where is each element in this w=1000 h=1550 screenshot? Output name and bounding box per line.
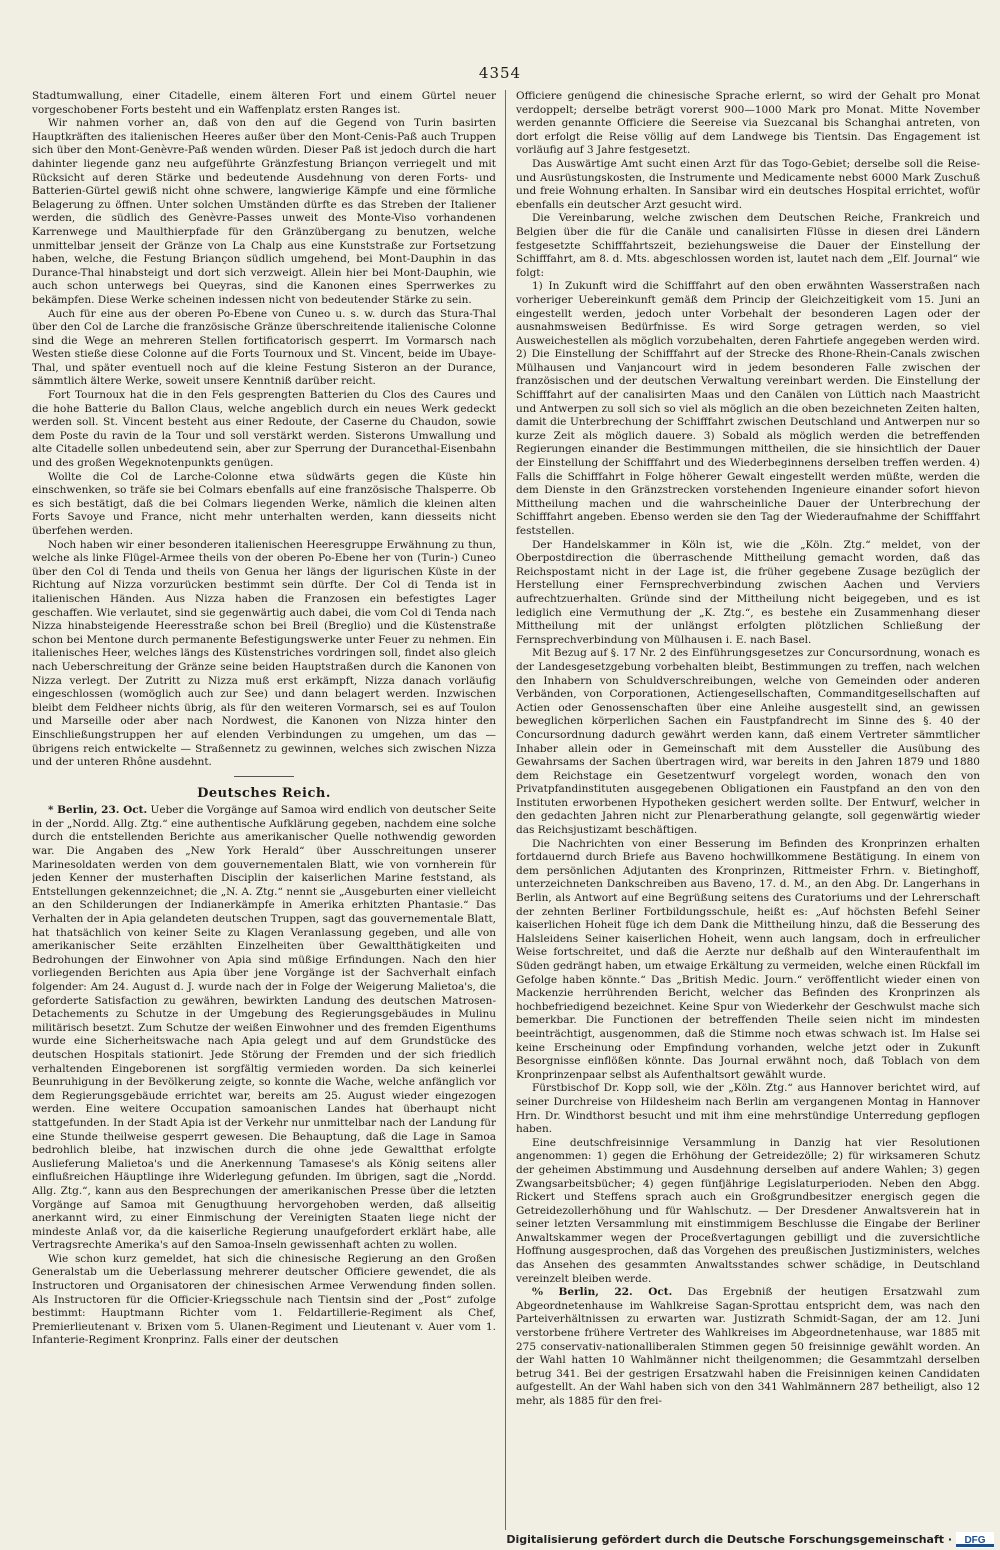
- column-divider: [505, 90, 506, 1530]
- dateline: ⁰⁄₀ Berlin, 22. Oct.: [532, 1286, 673, 1299]
- article-paragraph: Noch haben wir einer besonderen italienischen Heeresgruppe Erwähnung zu thun, welche als linke Flügel-Armee theils von der oberen Po-Ebene her von (Turin-) Cuneo über den Col di Tenda und theils von Genua her längs der ligurischen Küste in der Richtung auf Nizza vorzurücken bestimmt sein dürfte. Der Col di Tenda ist in italienischen Händen. Aus Nizza haben die Franzosen ein befestigtes Lager geschaffen. Wie verlautet, sind sie gegenwärtig auch dabei, die vom Col di Tenda nach Nizza hinabsteigende Heeresstraße schon bei Breil (Breglio) und die Küstenstraße schon bei Mentone durch permanente Befestigungswerke unter Feuer zu nehmen. Ein italienisches Heer, welches längs des Küstenstriches vordringen soll, findet also gleich nach Ueberschreitung der Gränze seine beiden Hauptstraßen durch die Kanonen von Nizza verlegt. Der Zutritt zu Nizza muß erst erkämpft, Nizza danach vorläufig eingeschlossen (womöglich auch zur See) und dann belagert werden. Inzwischen bleibt dem Feldheer nichts übrig, als für den weiteren Vormarsch, sei es auf Toulon und Marseille oder aber nach Nordwest, die Kanonen von Nizza hinter den Einschließungstruppen her auf elenden Verbindungen zu umgehen, um das — übrigens reich entwickelte — Straßennetz zu gewinnen, welches sich zwischen Nizza und der unteren Rhône ausdehnt.: [32, 538, 496, 769]
- dateline: * Berlin, 23. Oct.: [48, 804, 148, 817]
- article-paragraph: Das Auswärtige Amt sucht einen Arzt für das Togo-Gebiet; derselbe soll die Reise- und Ausrüstungskosten, die Instrumente und Medicamente nebst 6000 Mark Zuschuß und freie Wohnung erhalten. In Sansibar wird ein deutsches Hospital errichtet, wofür ebenfalls ein deutscher Arzt gesucht wird.: [516, 157, 980, 211]
- article-paragraph: Die Nachrichten von einer Besserung im Befinden des Kronprinzen erhalten fortdauernd durch Briefe aus Baveno hochwillkommene Bestätigung. In einem von dem persönlichen Adjutanten des Kronprinzen, Rittmeister Frhrn. v. Bietinghoff, unterzeichneten Dankschreiben aus Baveno, 17. d. M., an den Abg. Dr. Langerhans in Berlin, als Antwort auf eine Begrüßung seitens des Curatoriums und der Lehrerschaft der zehnten Berliner Fortbildungsschule, heißt es: „Auf höchsten Befehl Seiner kaiserlichen Hoheit füge ich dem Dank die Mittheilung hinzu, daß die Besserung des Halsleidens Seiner kaiserlichen Hoheit, wenn auch langsam, doch in erfreulicher Weise fortschreitet, und daß die Aerzte nur deßhalb auf den Winteraufenthalt im Süden gedrängt haben, um etwaige Erkältung zu vermeiden, welche einen Rückfall im Gefolge haben könnte.“ Das „British Medic. Journ.“ veröffentlicht wieder einen von Mackenzie herrührenden Bericht, welcher das Befinden des Kronprinzen als hochbefriedigend bezeichnet. Keine Spur von Wiederkehr der Geschwulst mache sich bemerkbar. Die Functionen der betreffenden Theile seien nicht im mindesten beeinträchtigt, ausgenommen, daß die Stimme noch etwas schwach ist. Im Halse sei keine Erscheinung oder Empfindung vorhanden, welche jetzt oder in Zukunft Besorgnisse einflößen könnte. Das Journal erwähnt noch, daß Toblach von dem Kronprinzenpaar selbst als Aufenthaltsort gewählt wurde.: [516, 837, 980, 1081]
- article-text: Ueber die Vorgänge auf Samoa wird endlich von deutscher Seite in der „Nordd. Allg. Ztg.“ eine authentische Aufklärung gegeben, nachdem eine solche durch die entstellenden Berichte aus amerikanischer Quelle nothwendig geworden war. Die Angaben des „New York Herald“ über Ausschreitungen unserer Marinesoldaten werden von dem gouvernementalen Blatt, wie von vornherein für jeden Kenner der musterhaften Disciplin der kaiserlichen Marine feststand, als Entstellungen gekennzeichnet; die „N. A. Ztg.“ nennt sie „Ausgeburten einer vielleicht an den Schilderungen der Indianerkämpfe in Amerika erhitzten Phantasie.“ Das Verhalten der in Apia gelandeten deutschen Truppen, sagt das gouvernementale Blatt, hat thatsächlich von keiner Seite zu Klagen Veranlassung gegeben, und alle von amerikanischer Seite erzählten Einzelheiten über Gewaltthätigkeiten und Bedrohungen der Einwohner von Apia sind müßige Erfindungen. Nach den hier vorliegenden Berichten aus Apia über jene Vorgänge ist der Sachverhalt einfach folgender: Am 24. August d. J. wurde nach der in Folge der Weigerung Malietoa's, die geforderte Satisfaction zu gewähren, bewirkten Landung des deutschen Matrosen-Detachements zu Schutze in der Umgebung des Regierungsgebäudes in Mulinu militärisch besetzt. Zum Schutze der weißen Einwohner und des fremden Eigenthums wurde eine Sicherheitswache nach Apia gelegt und auf dem Grundstücke des deutschen Hospitals stationirt. Jede Störung der Fremden und der sich friedlich verhaltenden Eingeborenen ist sorgfältig vermieden worden. Da sich keinerlei Beunruhigung in der Bevölkerung zeigte, so konnte die Wache, welche anfänglich vor dem Regierungsgebäude errichtet war, bereits am 25. August wieder eingezogen werden. Eine weitere Occupation samoanischen Landes hat überhaupt nicht stattgefunden. In der Stadt Apia ist der Verkehr nur unmittelbar nach der Landung für eine Stunde theilweise gesperrt gewesen. Die Behauptung, daß die Lage in Samoa bedrohlich bleibe, hat inzwischen durch die ohne jede Gewaltthat erfolgte Auslieferung Malietoa's und die Anerkennung Tamasese's als König seitens aller einflußreichen Häuptlinge ihre Widerlegung gefunden. Im übrigen, sagt die „Nordd. Allg. Ztg.“, kann aus den Besprechungen der amerikanischen Presse über die letzten Vorgänge auf Samoa mit Genugthuung hervorgehoben werden, daß allseitig anerkannt wird, zu einer Einmischung der Vereinigten Staaten liege nicht der mindeste Anlaß vor, da die kaiserliche Regierung unaufgefordert erklärt habe, alle Vertragsrechte Amerika's auf den Samoa-Inseln gewissenhaft achten zu wollen.: [32, 804, 496, 1252]
- article-paragraph: Wie schon kurz gemeldet, hat sich die chinesische Regierung an den Großen Generalstab um die Ueberlassung mehrerer deutscher Officiere gewendet, die als Instructoren und Organisatoren der chinesischen Armee Verwendung finden sollen. Als Instructoren für die Officier-Kriegsschule nach Tientsin sind der „Post“ zufolge bestimmt: Hauptmann Richter vom 1. Feldartillerie-Regiment als Chef, Premierlieutenant v. Brixen vom 5. Ulanen-Regiment und Lieutenant v. Auer vom 1. Infanterie-Regiment Kronprinz. Falls einer der deutschen: [32, 1252, 496, 1347]
- article-paragraph: Fort Tournoux hat die in den Fels gesprengten Batterien du Clos des Caures und die hohe Batterie du Ballon Claus, welche angeblich durch ein neues Werk gedeckt werden soll. St. Vincent besteht aus einer Redoute, der Caserne du Chaudon, sowie dem Poste du ravin de la Tour und soll verstärkt werden. Sisterons Umwallung und alte Citadelle sollen unbedeutend sein, aber zur Sperrung der Durancethal-Eisenbahn und des großen Wegeknotenpunkts genügen.: [32, 389, 496, 470]
- left-column: [32, 90, 496, 1540]
- article-paragraph: Stadtumwallung, einer Citadelle, einem älteren Fort und einem Gürtel neuer vorgeschobener Forts besteht und ein Waffenplatz ersten Ranges ist.: [32, 90, 496, 116]
- article-paragraph: Auch für eine aus der oberen Po-Ebene von Cuneo u. s. w. durch das Stura-Thal über den Col de Larche die französische Gränze überschreitende italienische Colonne sind die Wege an mehreren Stellen fortificatorisch gesperrt. Im Vormarsch nach Westen stieße diese Colonne auf die Forts Tournoux und St. Vincent, beide im Ubaye-Thal, und später eventuell noch auf die kleine Festung Sisteron an der Durance, sämmtlich ältere Werke, soweit unsere Kenntniß darüber reicht.: [32, 307, 496, 388]
- page-number: 4354: [478, 64, 522, 82]
- berlin-article: [32, 804, 496, 1253]
- article-paragraph: Eine deutschfreisinnige Versammlung in Danzig hat vier Resolutionen angenommen: 1) gegen die Erhöhung der Getreidezölle; 2) für wirksameren Schutz der geheimen Abstimmung und Ausdehnung derselben auf andere Wahlen; 3) gegen Zwangsarbeitsbücher; 4) gegen fünfjährige Legislaturperioden. Neben den Abgg. Rickert und Steffens sprach auch ein Großgrundbesitzer energisch gegen die Getreidezollerhöhung und für Wahlschutz. — Der Dresdener Anwaltsverein hat in seiner letzten Versammlung mit einstimmigem Beschlusse die Eingabe der Berliner Anwaltskammer wegen der Proceßvertagungen gebilligt und die zuversichtliche Hoffnung ausgesprochen, daß das Vorgehen des preußischen Justizministers, welches das Ansehen des gesammten Anwaltsstandes schwer schädige, in Deutschland vereinzelt bleiben werde.: [516, 1136, 980, 1285]
- article-paragraph: 1) In Zukunft wird die Schifffahrt auf den oben erwähnten Wasserstraßen nach vorheriger Uebereinkunft gemäß dem Princip der Gleichzeitigkeit vom 15. Juni an eingestellt werden, jedoch unter Vorbehalt der besonderen Lagen oder der ausnahmsweisen Bedürfnisse. Es wird Sorge getragen werden, so viel Ausweichestellen als möglich vorzubehalten, deren Fahrtiefe angegeben werden wird. 2) Die Einstellung der Schifffahrt auf der Strecke des Rhone-Rhein-Canals zwischen Mülhausen und Vanjancourt wird in jedem besonderen Falle zwischen der französischen und der deutschen Verwaltung vereinbart werden. Die Einstellung der Schifffahrt auf der canalisirten Maas und den Canälen von Lüttich nach Maastricht und Antwerpen zu soll sich so viel als möglich an die oben bezeichneten Zeiten halten, damit die Unterbrechung der Schifffahrt zwischen Deutschland und Antwerpen nur so kurze Zeit als möglich dauere. 3) Sobald als möglich werden die betreffenden Regierungen einander die Bestimmungen mittheilen, die sie hinsichtlich der Dauer der Einstellung der Schifffahrt und des Wiederbeginnens derselben treffen werden. 4) Falls die Schifffahrt in Folge höherer Gewalt eingestellt werden müßte, werden die dem Dienste in den Gränzstrecken vorstehenden Ingenieure einander sofort hievon Mittheilung machen und die wahrscheinliche Dauer der Unterbrechung der Schifffahrt angeben. Ebenso werden sie den Tag der Wiederaufnahme der Schifffahrt feststellen.: [516, 280, 980, 537]
- article-paragraph: Fürstbischof Dr. Kopp soll, wie der „Köln. Ztg.“ aus Hannover berichtet wird, auf seiner Durchreise von Hildesheim nach Berlin am vergangenen Montag in Hannover Hrn. Dr. Windthorst besucht und mit ihm eine mehrstündige Unterredung gepflogen haben.: [516, 1082, 980, 1136]
- section-title: Deutsches Reich.: [197, 785, 331, 801]
- article-paragraph: Wollte die Col de Larche-Colonne etwa südwärts gegen die Küste hin einschwenken, so träfe sie bei Colmars ebenfalls auf eine französische Thalsperre. Ob es sich bestätigt, daß die bei Colmars liegenden Werke, nämlich die kleinen alten Forts Savoye und France, nicht mehr unterhalten werden, kann diesseits nicht überfehen werden.: [32, 470, 496, 537]
- article-paragraph: Der Handelskammer in Köln ist, wie die „Köln. Ztg.“ meldet, von der Oberpostdirection die überraschende Mittheilung gemacht worden, daß das Reichspostamt nicht in der Lage ist, die früher gegebene Zusage bezüglich der Herstellung einer Fernsprechverbindung zwischen Aachen und Verviers aufrechtzuerhalten. Gründe sind der Mittheilung nicht beigegeben, und es ist lediglich eine Vermuthung der „K. Ztg.“, es bestehe ein Zusammenhang dieser Mittheilung mit der unlängst erfolgten plötzlichen Schließung der Fernsprechverbindung von Mülhausen i. E. nach Basel.: [516, 538, 980, 646]
- footer: [0, 1532, 1000, 1550]
- dfg-logo-icon: [956, 1532, 994, 1548]
- berlin-article: [516, 1286, 980, 1408]
- article-text: Das Ergebniß der heutigen Ersatzwahl zum Abgeordnetenhause im Wahlkreise Sagan-Sprottau entspricht dem, was nach den Parteiverhältnissen zu erwarten war. Justizrath Schmidt-Sagan, der am 12. Juni verstorbene frühere Vertreter des Wahlkreises im Abgeordnetenhause, war 1885 mit 275 conservativ-nationalliberalen Stimmen gegen 50 freisinnige gewählt worden. An der Wahl hatten 10 Wahlmänner nicht theilgenommen; die Gesammtzahl derselben betrug 341. Bei der gestrigen Ersatzwahl haben die Freisinnigen keinen Candidaten aufgestellt. An der Wahl haben sich von den 341 Wahlmännern 287 betheiligt, also 12 mehr, als 1885 für den frei-: [516, 1286, 980, 1407]
- svg-text:DFG: DFG: [964, 1535, 986, 1546]
- section-rule: [234, 776, 294, 777]
- article-paragraph: Die Vereinbarung, welche zwischen dem Deutschen Reiche, Frankreich und Belgien über die für die Canäle und canalisirten Flüsse in diesen drei Ländern festgesetzte Schifffahrtszeit, beziehungsweise die Dauer der Einstellung der Schifffahrt, am 8. d. Mts. abgeschlossen worden ist, lautet nach dem „Elf. Journal“ wie folgt:: [516, 212, 980, 279]
- right-column: [516, 90, 980, 1540]
- article-paragraph: Wir nahmen vorher an, daß von den auf die Gegend von Turin basirten Hauptkräften des italienischen Heeres außer über den Mont-Cenis-Paß auch Truppen sich über den Mont-Genèvre-Paß wenden würden. Dieser Paß ist jedoch durch die hart dahinter liegende ganz neu aufgeführte Gränzfestung Briançon verriegelt und mit Rücksicht auf deren Stärke und bedeutende Ausdehnung von deren Forts- und Batterien-Gürtel gewiß nicht ohne schwere, langwierige Kämpfe und eine förmliche Belagerung zu öffnen. Unter solchen Umständen dürfte es das Streben der Italiener werden, die südlich des Genèvre-Passes unweit des Monte-Viso vorhandenen Karrenwege und Maulthierpfade für den Gränzübergang zu benutzen, welche unmittelbar jenseit der Gränze von La Chalp aus eine Kunststraße zur Fortsetzung haben, welche, die Festung Briançon südlich umgehend, bei Mont-Dauphin in das Durance-Thal hinabsteigt und dort sich verzweigt. Allein hier bei Mont-Dauphin, wie auch schon unterwegs bei Queyras, sind die Kanonen eines Sperrwerkes zu bekämpfen. Diese Werke scheinen indessen nicht von bedeutender Stärke zu sein.: [32, 117, 496, 306]
- article-paragraph: Officiere genügend die chinesische Sprache erlernt, so wird der Gehalt pro Monat verdoppelt; derselbe beträgt vorerst 900—1000 Mark pro Monat. Mitte November werden genannte Officiere die Seereise via Suezcanal bis Schanghai antreten, von dort erfolgt die Reise völlig auf dem Landwege bis Tientsin. Das Engagement ist vorläufig auf 3 Jahre festgesetzt.: [516, 90, 980, 157]
- article-paragraph: Mit Bezug auf §. 17 Nr. 2 des Einführungsgesetzes zur Concursordnung, wonach es der Landesgesetzgebung vorbehalten bleibt, Bestimmungen zu treffen, nach welchen den Inhabern von Schuldverschreibungen, welche von Gemeinden oder anderen Verbänden, von Corporationen, Actiengesellschaften, Commanditgesellschaften auf Actien oder Genossenschaften über eine Anleihe ausgestellt sind, an gewissen beweglichen körperlichen Sachen ein Faustpfandrecht im Sinne des §. 40 der Concursordnung dadurch gewährt werden kann, daß einem Vertreter sämmtlicher Inhaber allein oder in Gemeinschaft mit dem Aussteller die Ausübung des Gewahrsams der Sachen übertragen wird, war bereits in den Jahren 1879 und 1880 dem Reichstage ein Gesetzentwurf vorgelegt worden, wonach den von Privatpfandinstituten ausgegebenen Obligationen ein Faustpfand an den von den Instituten erworbenen Hypotheken gesichert werden sollte. Der Entwurf, welcher in den gedachten Jahren nicht zur Plenarberathung gelangte, soll gegenwärtig wieder das Reichsjustizamt beschäftigen.: [516, 647, 980, 837]
- footer-credit: Digitalisierung gefördert durch die Deutsche Forschungsgemeinschaft ·: [506, 1533, 952, 1546]
